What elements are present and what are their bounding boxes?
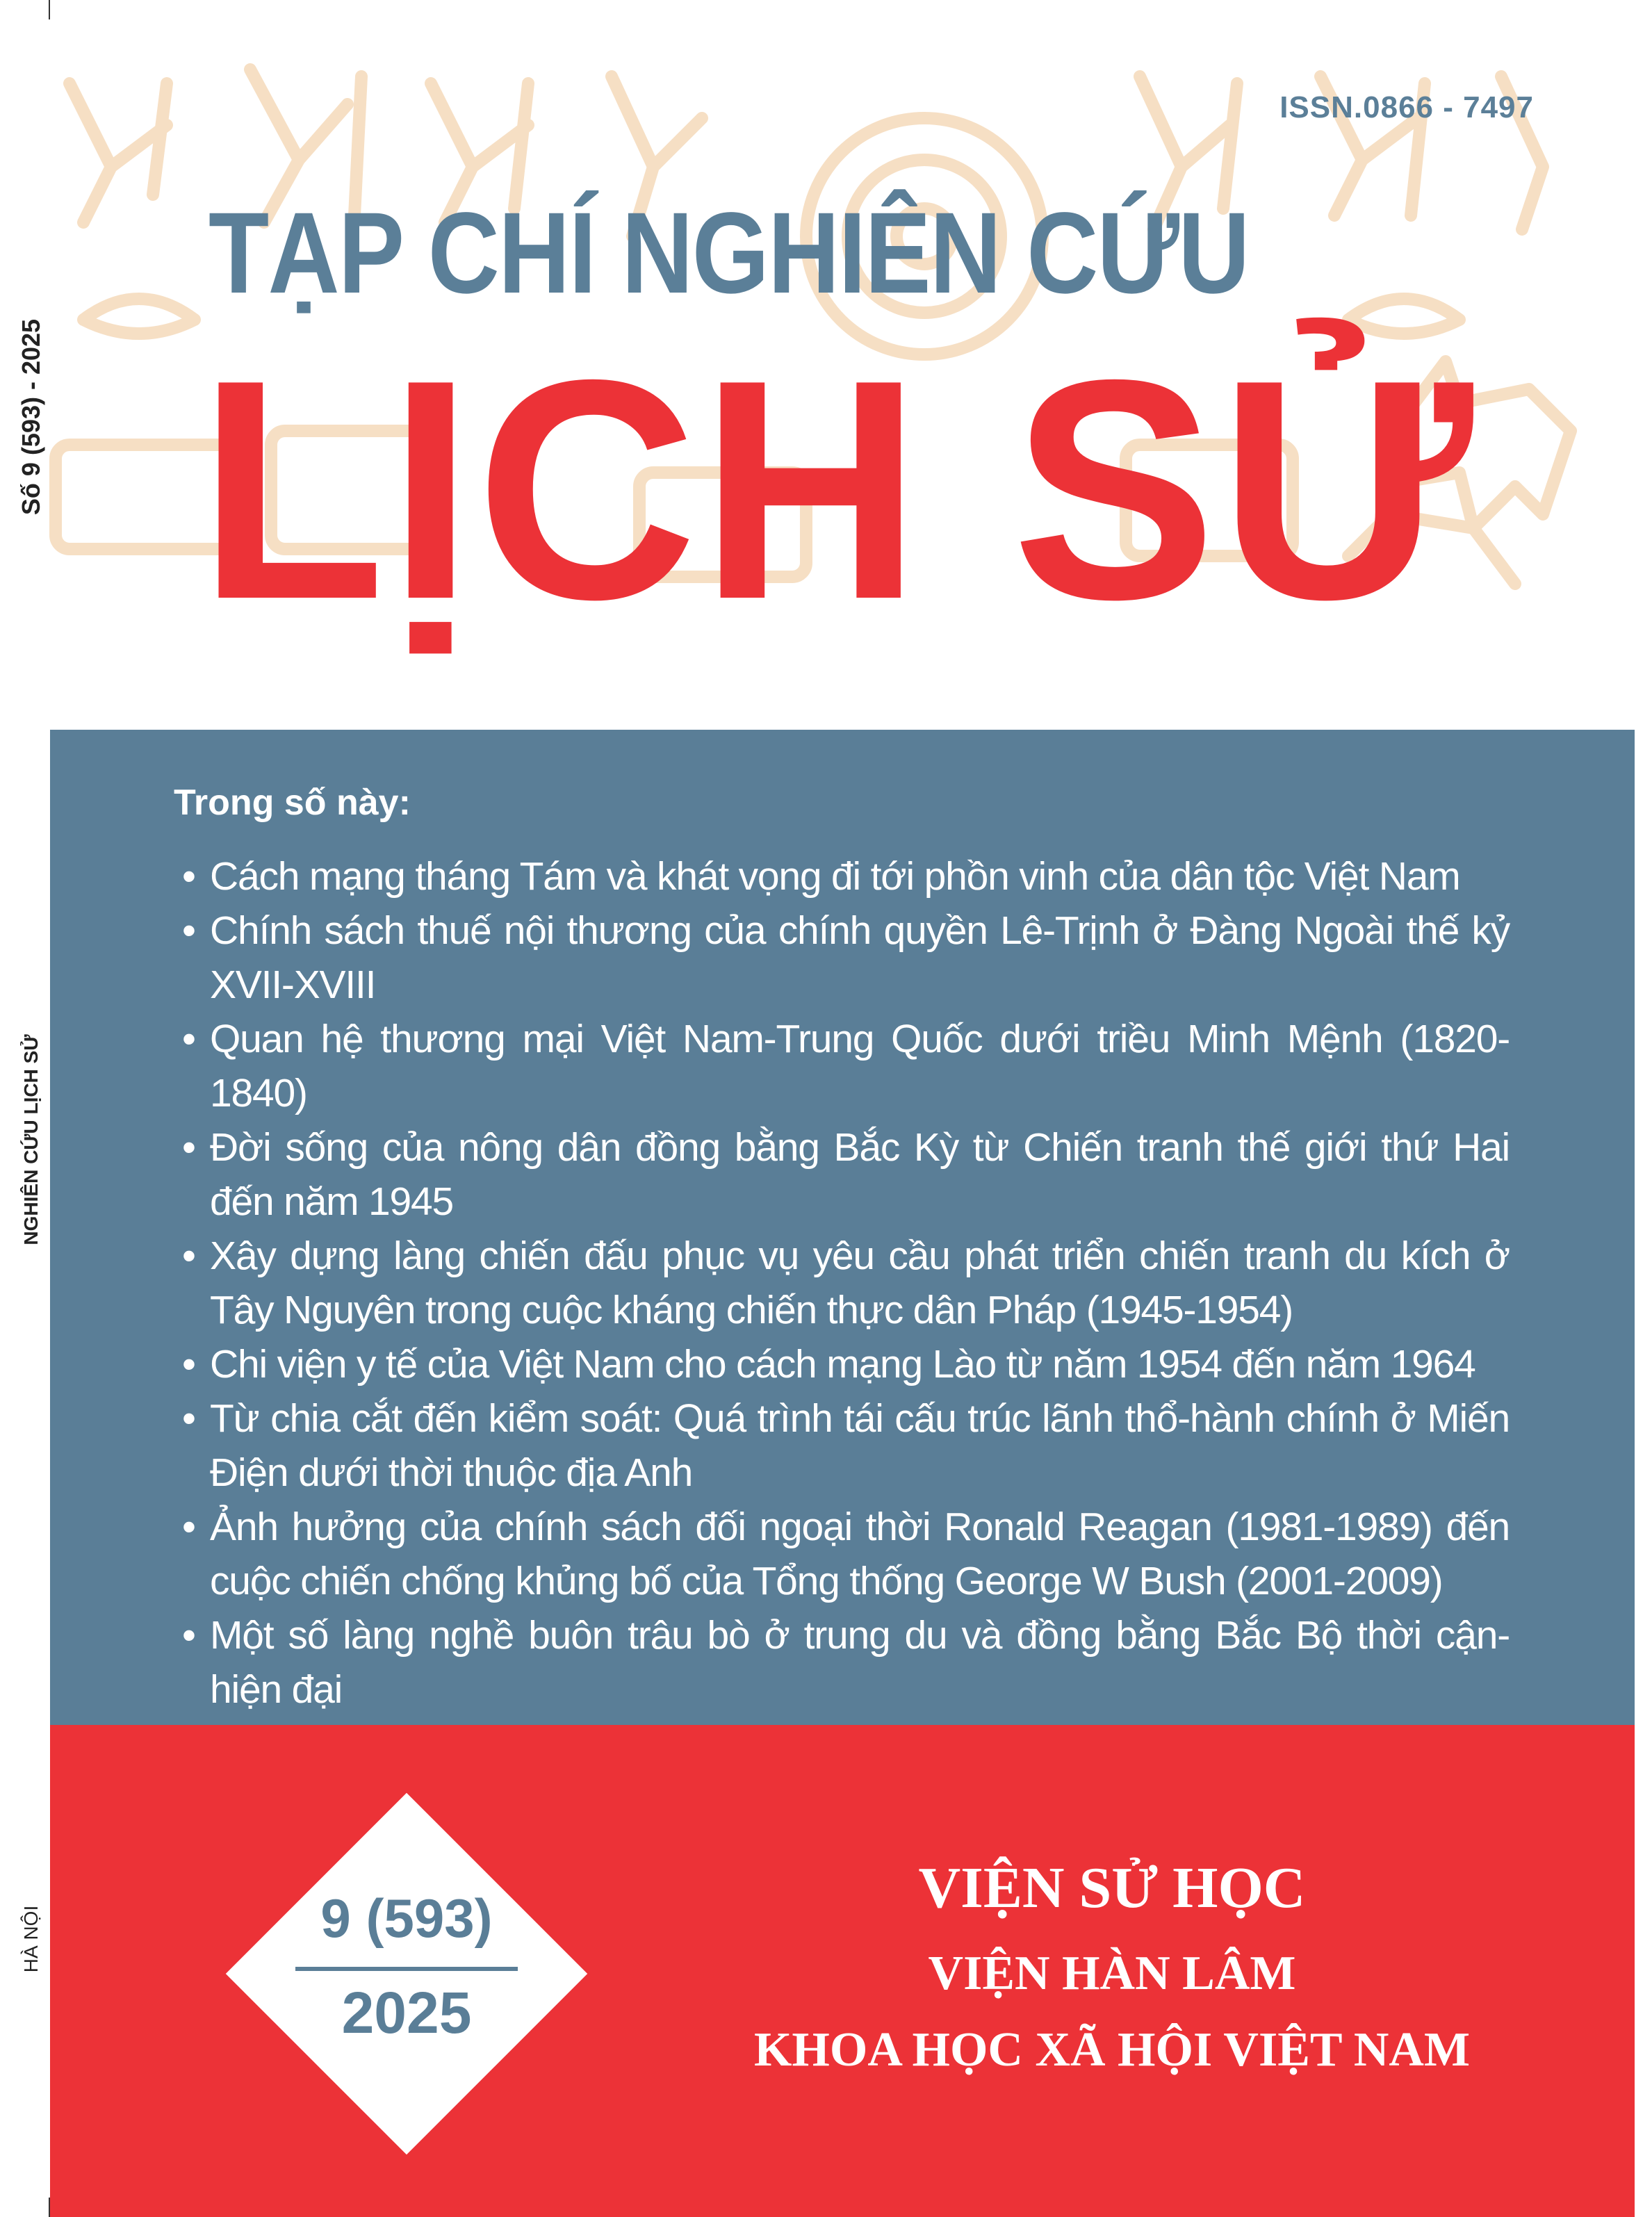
spine-issue-text: Số 9 (593) - 2025	[17, 318, 45, 516]
issn: ISSN.0866 - 7497	[1279, 90, 1534, 124]
toc-item: • Chi viện y tế của Việt Nam cho cách mạng Lào từ năm 1954 đến năm 1964	[182, 1337, 1510, 1391]
toc-item: • Ảnh hưởng của chính sách đối ngoại thời Ronald Reagan (1981-1989) đến cuộc chiến chống khủng bố của Tổng thống George W Bush (2001-2009)	[182, 1500, 1510, 1608]
toc-item: • Xây dựng làng chiến đấu phục vụ yêu cầu phát triển chiến tranh du kích ở Tây Nguyên trong cuộc kháng chiến thực dân Pháp (1945-1954)	[182, 1229, 1510, 1337]
spine-city	[14, 1890, 49, 1988]
issue-badge-diamond	[226, 1793, 587, 2154]
toc-item: • Từ chia cắt đến kiểm soát: Quá trình tái cấu trúc lãnh thổ-hành chính ở Miến Điện dưới thời thuộc địa Anh	[182, 1391, 1510, 1500]
issue-year: 2025	[341, 1980, 472, 2045]
toc-item: • Quan hệ thương mại Việt Nam-Trung Quốc dưới triều Minh Mệnh (1820-1840)	[182, 1012, 1510, 1120]
journal-title-top: TẠP CHÍ NGHIÊN CỨU	[208, 189, 1249, 318]
toc-item: • Một số làng nghề buôn trâu bò ở trung du và đồng bằng Bắc Bộ thời cận-hiện đại	[182, 1608, 1510, 1717]
crop-mark-top	[49, 0, 50, 19]
contents-heading: Trong số này:	[174, 783, 411, 823]
issue-number: 9 (593)	[320, 1888, 493, 1949]
spine-city-text: HÀ NỘI	[20, 1905, 42, 1973]
issue-badge	[226, 1793, 587, 2154]
toc-item: • Cách mạng tháng Tám và khát vọng đi tới phồn vinh của dân tộc Việt Nam	[182, 849, 1510, 903]
publisher-institute: VIỆN SỬ HỌC	[918, 1856, 1306, 1920]
spine-journal	[14, 1015, 49, 1265]
publisher-academy-line1: VIỆN HÀN LÂM	[928, 1947, 1296, 2000]
table-of-contents	[182, 849, 1510, 1717]
toc-item: • Chính sách thuế nội thương của chính quyền Lê-Trịnh ở Đàng Ngoài thế kỷ XVII-XVIII	[182, 903, 1510, 1012]
spine-issue	[14, 292, 49, 542]
journal-title-main: LỊCH SỬ	[198, 316, 1476, 664]
issue-divider	[295, 1967, 518, 1971]
toc-item: • Đời sống của nông dân đồng bằng Bắc Kỳ từ Chiến tranh thế giới thứ Hai đến năm 1945	[182, 1120, 1510, 1229]
spine-journal-text: NGHIÊN CỨU LỊCH SỬ	[20, 1034, 42, 1245]
publisher-academy-line2: KHOA HỌC XÃ HỘI VIỆT NAM	[753, 2023, 1471, 2077]
